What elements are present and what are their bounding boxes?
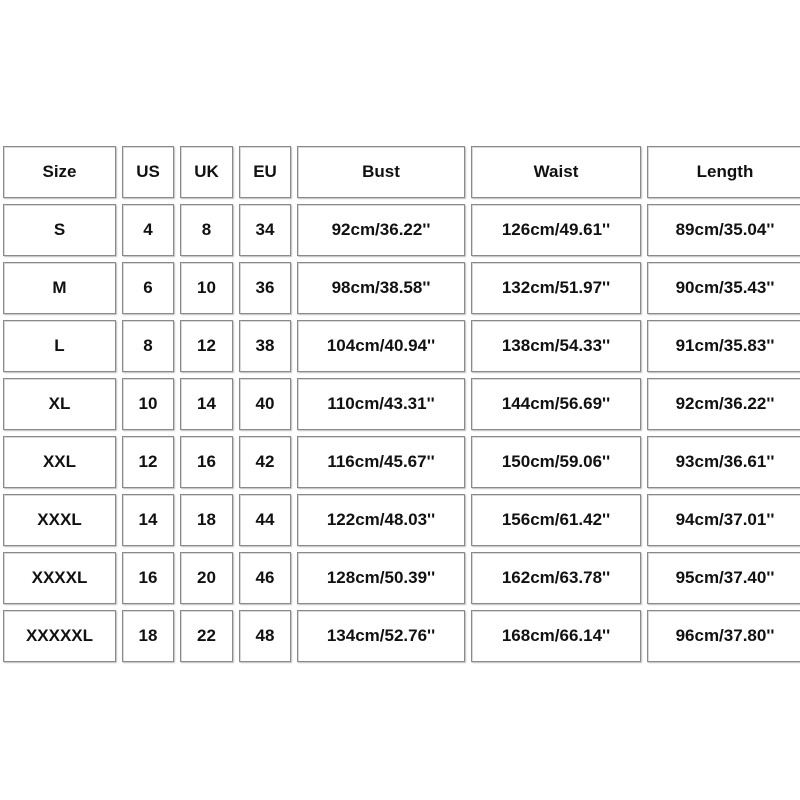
cell-bust: 128cm/50.39'' <box>297 552 465 604</box>
cell-us: 4 <box>122 204 174 256</box>
cell-size: XL <box>3 378 116 430</box>
cell-length: 89cm/35.04'' <box>647 204 800 256</box>
cell-eu: 42 <box>239 436 291 488</box>
cell-waist: 144cm/56.69'' <box>471 378 641 430</box>
cell-us: 14 <box>122 494 174 546</box>
cell-eu: 46 <box>239 552 291 604</box>
cell-waist: 126cm/49.61'' <box>471 204 641 256</box>
cell-length: 90cm/35.43'' <box>647 262 800 314</box>
cell-bust: 116cm/45.67'' <box>297 436 465 488</box>
header-eu: EU <box>239 146 291 198</box>
cell-waist: 138cm/54.33'' <box>471 320 641 372</box>
cell-uk: 14 <box>180 378 233 430</box>
cell-waist: 132cm/51.97'' <box>471 262 641 314</box>
cell-size: L <box>3 320 116 372</box>
cell-uk: 8 <box>180 204 233 256</box>
cell-bust: 104cm/40.94'' <box>297 320 465 372</box>
cell-uk: 12 <box>180 320 233 372</box>
cell-eu: 38 <box>239 320 291 372</box>
cell-bust: 110cm/43.31'' <box>297 378 465 430</box>
cell-size: S <box>3 204 116 256</box>
header-bust: Bust <box>297 146 465 198</box>
cell-us: 10 <box>122 378 174 430</box>
cell-length: 91cm/35.83'' <box>647 320 800 372</box>
cell-eu: 34 <box>239 204 291 256</box>
header-length: Length <box>647 146 800 198</box>
cell-size: M <box>3 262 116 314</box>
cell-length: 92cm/36.22'' <box>647 378 800 430</box>
cell-size: XXL <box>3 436 116 488</box>
cell-bust: 92cm/36.22'' <box>297 204 465 256</box>
cell-eu: 48 <box>239 610 291 662</box>
cell-eu: 44 <box>239 494 291 546</box>
cell-length: 93cm/36.61'' <box>647 436 800 488</box>
cell-length: 96cm/37.80'' <box>647 610 800 662</box>
cell-us: 16 <box>122 552 174 604</box>
cell-waist: 168cm/66.14'' <box>471 610 641 662</box>
cell-uk: 22 <box>180 610 233 662</box>
cell-uk: 18 <box>180 494 233 546</box>
header-us: US <box>122 146 174 198</box>
cell-waist: 150cm/59.06'' <box>471 436 641 488</box>
cell-uk: 20 <box>180 552 233 604</box>
cell-us: 12 <box>122 436 174 488</box>
cell-uk: 10 <box>180 262 233 314</box>
cell-size: XXXXL <box>3 552 116 604</box>
cell-eu: 40 <box>239 378 291 430</box>
header-size: Size <box>3 146 116 198</box>
cell-eu: 36 <box>239 262 291 314</box>
cell-bust: 134cm/52.76'' <box>297 610 465 662</box>
cell-length: 95cm/37.40'' <box>647 552 800 604</box>
cell-uk: 16 <box>180 436 233 488</box>
cell-size: XXXXXL <box>3 610 116 662</box>
cell-bust: 98cm/38.58'' <box>297 262 465 314</box>
cell-waist: 162cm/63.78'' <box>471 552 641 604</box>
cell-bust: 122cm/48.03'' <box>297 494 465 546</box>
cell-waist: 156cm/61.42'' <box>471 494 641 546</box>
cell-us: 8 <box>122 320 174 372</box>
header-waist: Waist <box>471 146 641 198</box>
cell-us: 6 <box>122 262 174 314</box>
cell-size: XXXL <box>3 494 116 546</box>
header-uk: UK <box>180 146 233 198</box>
cell-length: 94cm/37.01'' <box>647 494 800 546</box>
size-chart-table <box>3 146 797 662</box>
cell-us: 18 <box>122 610 174 662</box>
